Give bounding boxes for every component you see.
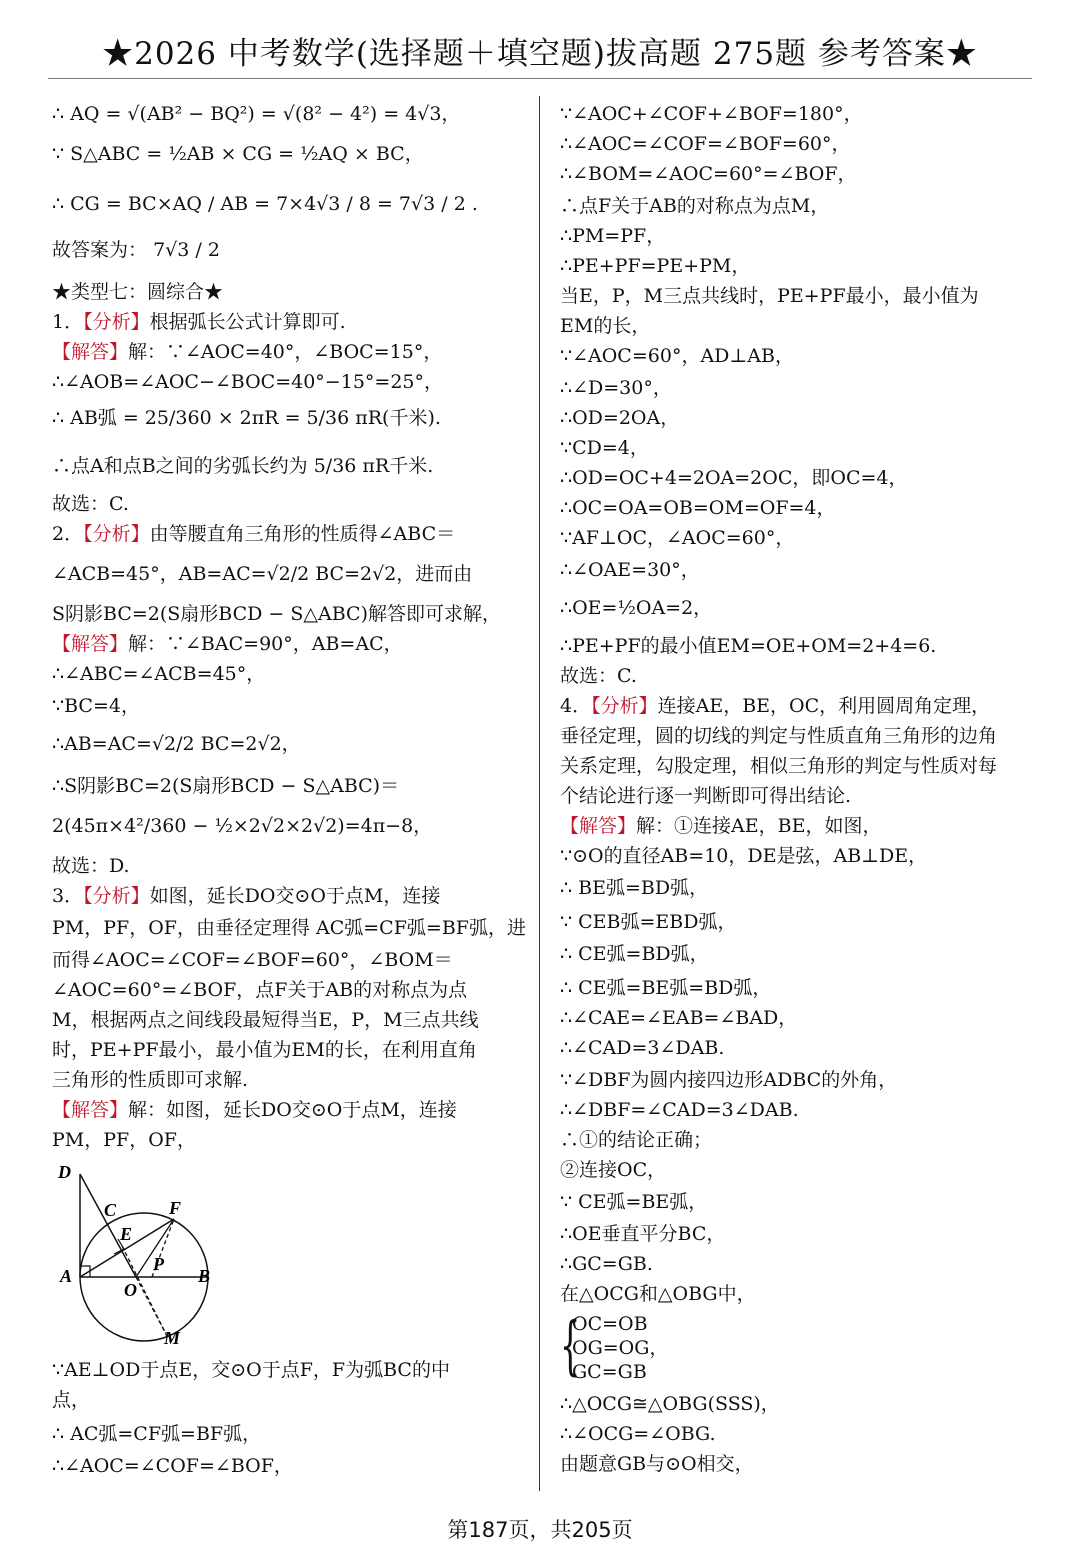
text-line: ∴PE+PF的最小值EM=OE+OM=2+4=6. [560,635,937,657]
text-line: ∴∠CAD=3∠DAB. [560,1037,725,1059]
label-e: E [120,1224,133,1244]
text-line: ∴∠AOC=∠COF=∠BOF=60°， [560,133,851,155]
answer-value: 7√3 / 2 [153,239,220,261]
text-line: ∴∠OAE=30°， [560,559,700,581]
answer-prefix: 故答案为： [52,239,148,261]
equation-system [560,1310,760,1386]
text-line: ∴△OCG≅△OBG(SSS)， [560,1393,780,1415]
analysis-text: 如图，延长DO交⊙O于点M，连接 [149,885,441,907]
text-line: ∵⊙O的直径AB=10，DE是弦，AB⊥DE， [560,845,928,867]
text-line: 关系定理，勾股定理，相似三角形的判定与性质对每 [560,755,998,777]
text-line: ∴点A和点B之间的劣弧长约为 5/36 πR千米. [52,455,434,477]
geometry-figure [52,1158,222,1348]
text-line: 点， [52,1389,91,1411]
text-line: ∴∠ABC=∠ACB=45°， [52,663,266,685]
text-line: M，根据两点之间线段最短得当E，P，M三点共线 [52,1009,479,1031]
system-line: OG=OG， [572,1337,669,1359]
text-line: ∴OD=OC+4=2OA=2OC，即OC=4， [560,467,908,489]
text-line: ∴ CG = BC×AQ / AB = 7×4√3 / 8 = 7√3 / 2 . [52,193,478,215]
text-line: ∴PE+PF=PE+PM， [560,255,751,277]
label-m: M [164,1328,181,1348]
answer-text: 解：①连接AE，BE，如图， [636,815,882,837]
text-line: ∵∠AOC+∠COF+∠BOF=180°， [560,103,863,125]
q1-answer [52,340,442,364]
text-line: ∵∠AOC=60°，AD⊥AB， [560,345,794,367]
text-line: ∴∠AOC=∠COF=∠BOF， [52,1455,293,1477]
text-line: ∴ AQ = √(AB² − BQ²) = √(8² − 4²) = 4√3， [52,103,461,125]
text-line: 时，PE+PF最小，最小值为EM的长，在利用直角 [52,1039,477,1061]
text-line: 故选：C. [52,493,129,515]
text-line: ∠ACB=45°，AB=AC=√2/2 BC=2√2，进而由 [52,563,473,585]
text-line: ∴ CE弧=BE弧=BD弧， [560,977,772,999]
text-line: ∴ CE弧=BD弧， [560,943,709,965]
label-d: D [58,1162,71,1182]
text-line: ∴AB=AC=√2/2 BC=2√2， [52,733,301,755]
text-line: ∴ AC弧=CF弧=BF弧， [52,1423,262,1445]
text-line: ∴OE垂直平分BC， [560,1223,726,1245]
text-line: 由题意GB与⊙O相交， [560,1453,754,1475]
brace-icon: { [560,1309,581,1383]
text-line: ∴OE=½OA=2， [560,597,713,619]
text-line: ∴∠BOM=∠AOC=60°=∠BOF， [560,163,857,185]
text-line: ∵BC=4， [52,695,140,717]
analysis-tag: 【分析】 [83,885,150,907]
text-line: 个结论进行逐一判断即可得出结论. [560,785,852,807]
label-c: C [104,1200,117,1220]
text-line: ∵ S△ABC = ½AB × CG = ½AQ × BC， [52,143,424,165]
text-line: ∴∠D=30°， [560,377,672,399]
text-line: ∴点F关于AB的对称点为点M， [560,195,830,217]
analysis-text: 连接AE，BE，OC，利用圆周角定理， [657,695,991,717]
question-number: 3． [52,885,84,907]
text-line: 当E，P，M三点共线时，PE+PF最小，最小值为 [560,285,979,307]
text-line: ∵AF⊥OC，∠AOC=60°， [560,527,795,549]
question-number: 4． [560,695,592,717]
answer-tag: 【解答】 [52,633,129,655]
text-line: ∴S阴影BC=2(S扇形BCD − S△ABC)＝ [52,775,400,797]
text-line: ∴∠DBF=∠CAD=3∠DAB. [560,1099,799,1121]
answer-text: 解：∵∠AOC=40°，∠BOC=15°， [128,341,443,363]
text-line: ∴ AB弧 = 25/360 × 2πR = 5/36 πR(千米). [52,407,441,429]
text-line: ∴GC=GB. [560,1253,653,1275]
text-line: 在△OCG和△OBG中， [560,1283,756,1305]
section-heading: ★类型七：圆综合★ [52,281,224,303]
page-header [0,0,1080,80]
text-line: EM的长， [560,315,651,337]
answer-tag: 【解答】 [560,815,637,837]
text-line: ∴PM=PF， [560,225,666,247]
text-line: ②连接OC， [560,1159,667,1181]
text-line: 垂径定理，圆的切线的判定与性质直角三角形的边角 [560,725,998,747]
text-line: ∵AE⊥OD于点E，交⊙O于点F，F为弧BC的中 [52,1359,450,1381]
question-number: 1． [52,311,84,333]
system-line: GC=GB [572,1361,647,1383]
text-line: ∵∠DBF为圆内接四边形ADBC的外角， [560,1069,898,1091]
segment-om-dashed [136,1277,167,1336]
answer-line [52,238,220,262]
q3-analysis [52,884,440,908]
text-line: 而得∠AOC=∠COF=∠BOF=60°，∠BOM＝ [52,949,453,971]
answer-tag: 【解答】 [52,1099,129,1121]
q3-answer [52,1098,457,1122]
label-o: O [124,1280,137,1300]
label-p: P [153,1254,164,1274]
analysis-tag: 【分析】 [591,695,658,717]
text-line: ∴∠CAE=∠EAB=∠BAD， [560,1007,798,1029]
label-b: B [198,1266,211,1286]
text-line: ∴①的结论正确； [560,1129,713,1151]
text-line: PM，PF，OF，由垂径定理得 AC弧=CF弧=BF弧，进 [52,917,526,939]
label-a: A [60,1266,73,1286]
label-f: F [169,1198,182,1218]
q1-analysis [52,310,346,334]
text-line: S阴影BC=2(S扇形BCD − S△ABC)解答即可求解， [52,603,502,625]
answer-tag: 【解答】 [52,341,129,363]
question-number: 2． [52,523,84,545]
system-line: OC=OB [572,1313,648,1335]
q4-analysis [560,694,990,718]
page-footer: 第187页，共205页 [447,1518,633,1542]
answer-text: 解：∵∠BAC=90°，AB=AC， [128,633,403,655]
text-line: PM，PF，OF， [52,1129,196,1151]
page-title: ★2026 中考数学(选择题＋填空题)拔高题 275题 参考答案★ [102,36,978,72]
text-line: ∴∠OCG=∠OBG. [560,1423,716,1445]
q4-answer [560,814,881,838]
header-rule [48,78,1032,79]
analysis-tag: 【分析】 [83,523,150,545]
analysis-text: 由等腰直角三角形的性质得∠ABC＝ [149,523,456,545]
text-line: ∵ CEB弧=EBD弧， [560,911,737,933]
text-line: ∴OD=2OA， [560,407,680,429]
text-line: ∴OC=OA=OB=OM=OF=4， [560,497,836,519]
answer-text: 解：如图，延长DO交⊙O于点M，连接 [128,1099,457,1121]
text-line: ∵ CE弧=BE弧， [560,1191,708,1213]
text-line: ∴ BE弧=BD弧， [560,877,709,899]
text-line: ∴∠AOB=∠AOC−∠BOC=40°−15°=25°， [52,371,444,393]
column-divider [539,96,540,1491]
text-line: ∵CD=4， [560,437,649,459]
analysis-tag: 【分析】 [83,311,150,333]
text-line: 故选：C. [560,665,637,687]
q2-answer [52,632,403,656]
text-line: ∠AOC=60°=∠BOF，点F关于AB的对称点为点 [52,979,468,1001]
text-line: 三角形的性质即可求解. [52,1069,249,1091]
analysis-text: 根据弧长公式计算即可. [149,311,346,333]
text-line: 故选：D. [52,855,130,877]
text-line: 2(45π×4²/360 − ½×2√2×2√2)=4π−8， [52,815,433,837]
q2-analysis [52,522,455,546]
